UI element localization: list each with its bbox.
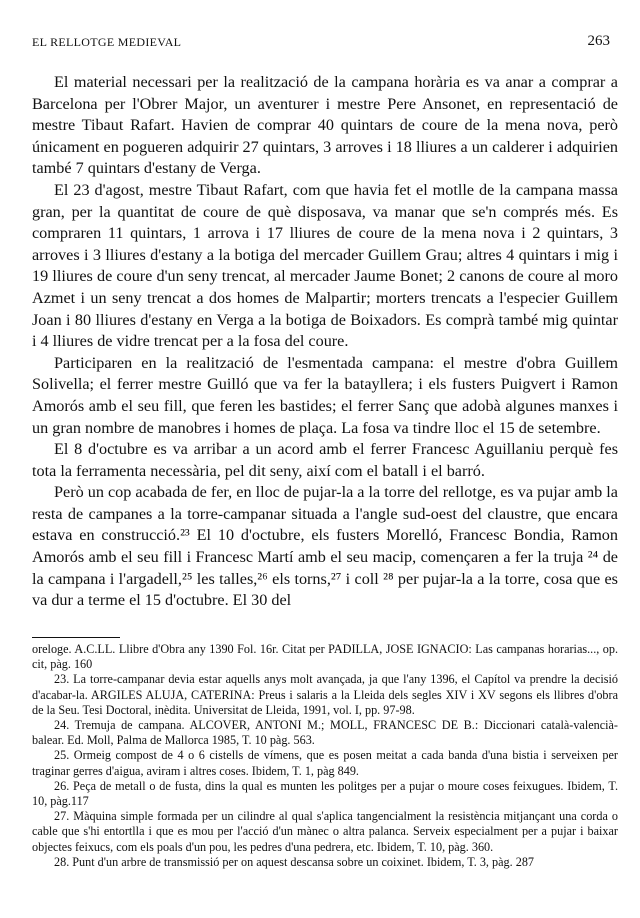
footnotes [32,642,618,870]
footnote-23: 23. La torre-campanar devia estar aquells anys molt avançada, ja que l'any 1396, el Capítol va prendre la decisió d'acabar-la. ARGILES ALUJA, CATERINA: Preus i salaris a la Lleida dels segles XIV i XV segons els llibres d'obra de la Seu. Tesi Doctoral, inèdita. Universitat de Lleida, 1991, vol. I, pp. 97-98. [32,672,618,717]
paragraph: El 8 d'octubre es va arribar a un acord amb el ferrer Francesc Aguillaniu perquè fes tota la ferramenta necessària, pel dit seny, així com el batall i el barró. [32,440,618,480]
paragraph: El material necessari per la realització de la campana horària es va anar a comprar a Barcelona per l'Obrer Major, un aventurer i mestre Pere Ansonet, en representació de mestre Tibaut Rafart. Havien de comprar 40 quintars de coure de la mena nova, però únicament en pogueren adquirir 27 quintars, 3 arroves i 18 lliures a un calderer i adquirien també 7 quintars d'estany de Verga. [32,73,618,178]
footnote-28: 28. Punt d'un arbre de transmissió per on aquest descansa sobre un coixinet. Ibidem, T. 3, pàg. 287 [54,854,535,869]
running-title: EL RELLOTGE MEDIEVAL [32,35,182,49]
paragraph: El 23 d'agost, mestre Tibaut Rafart, com que havia fet el motlle de la campana massa gran, per la quantitat de coure de què disposava, va manar que se'n comprés més. Es compraren 11 quintars, 1 arrova i 17 lliures de coure de la mena nova i 2 quintars, 3 arroves i 3 lliures d'estany a la botiga del mercader Guillem Grau; altres 4 quintars i mig i 19 lliures de coure d'un seny trencat, al mercader Jaume Bonet; 2 canons de coure al moro Azmet i un seny trencat a dos homes de Malpartir; morters trencats a l'especier Guillem Joan i 80 lliures d'estany en Verga a la botiga de Boixadors. Es comprà també mig quintar i 4 lliures de vidre trencat per a la fosa del coure. [32,180,618,351]
paragraph: Però un cop acabada de fer, en lloc de pujar-la a la torre del rellotge, es va pujar amb la resta de campanes a la torre-campanar situada a l'angle sud-oest del claustre, que encara estava en construcció.²³ El 10 d'octubre, els fusters Morelló, Francesc Bondia, Ramon Amorós amb el seu fill i Francesc Martí amb el seu macip, començaren a fer la truja ²⁴ de la campana i l'argadell,²⁵ les talles,²⁶ els torns,²⁷ i coll ²⁸ per pujar-la a la torre, cosa que es va dur a terme el 15 d'octubre. El 30 del [32,483,618,610]
footnote-rule [32,637,120,638]
body-text [32,72,618,612]
footnote-26: 26. Peça de metall o de fusta, dins la qual es munten les politges per a pujar o moure coses feixugues. Ibidem, T. 10, pàg.117 [32,778,618,809]
page-header [32,33,610,53]
paragraph: Participaren en la realització de l'esmentada campana: el mestre d'obra Guillem Solivella; el ferrer mestre Guilló que va fer la batayllera; i els fusters Puigvert i Ramon Amorós amb el seu fill, que feren les bastides; el ferrer Sanç que adobà algunes manxes i un gran nombre de manobres i homes de plaça. La fosa va tindre lloc el 15 de setembre. [32,353,618,437]
page-number: 263 [587,33,610,49]
footnote-25: 25. Ormeig compost de 4 o 6 cistells de vímens, que es posen meitat a cada banda d'una bistia i serveixen per traginar gerres d'aigua, aviram i altres coses. Ibidem, T. 1, pàg 849. [32,748,618,778]
footnote-27: 27. Màquina simple formada per un cilindre al qual s'aplica tangencialment la resistència mitjançant una corda o cable que s'hi entortlla i que es mou per l'acció d'un mànec o altra palanca. Serveix especialment per a pujar i baixar objectes feixucs, com els poals d'un pou, les pedres d'una pedrera, etc. Ibidem, T. 10, pàg. 360. [32,809,618,854]
footnote-24: 24. Tremuja de campana. ALCOVER, ANTONI M.; MOLL, FRANCESC DE B.: Diccionari català-valencià-balear. Ed. Moll, Palma de Mallorca 1985, T. 10 pàg. 563. [32,718,618,748]
footnote-continuation: oreloge. A.C.LL. Llibre d'Obra any 1390 Fol. 16r. Citat per PADILLA, JOSE IGNACIO: Las campanas horarias..., op. cit, pàg. 160 [32,642,618,672]
